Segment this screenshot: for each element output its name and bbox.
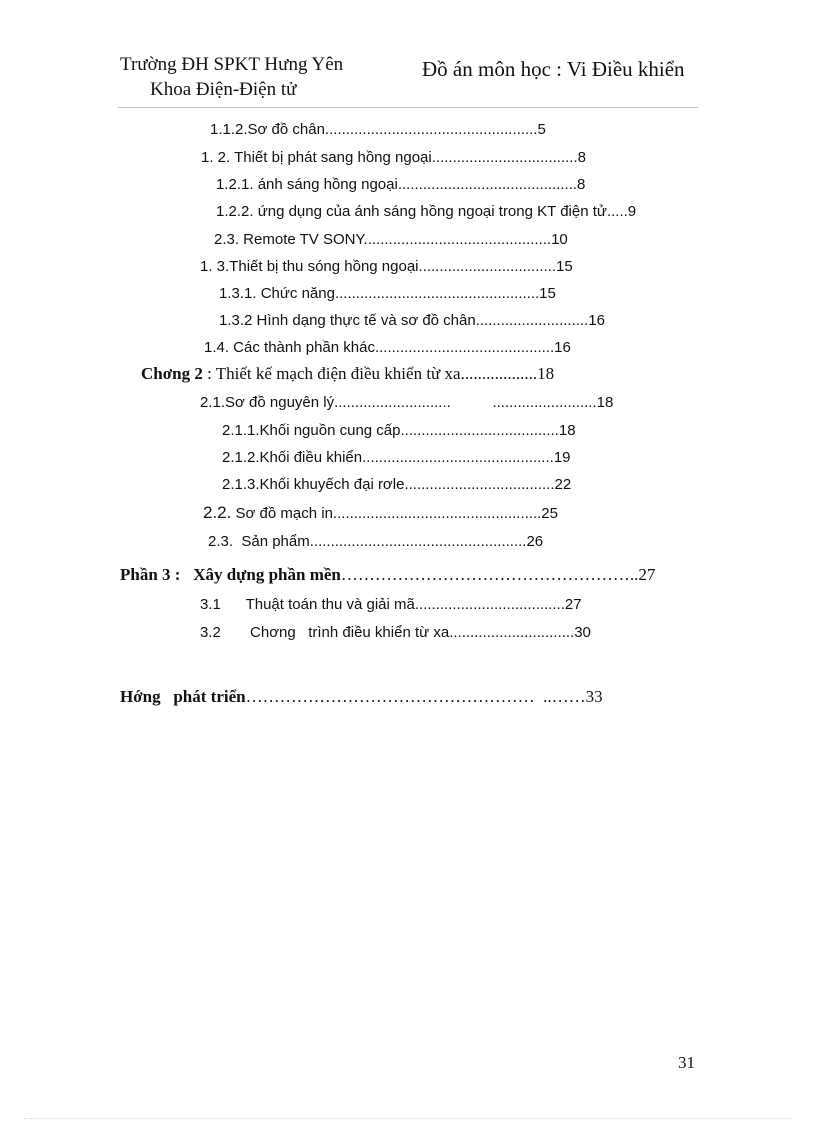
toc-entry: 1.4. Các thành phần khác...........................................16 — [204, 339, 571, 356]
toc-entry: 1.1.2.Sơ đồ chân...................................................5 — [210, 121, 546, 138]
toc-part-entry: Phần 3 : Xây dựng phần mền……………………………………………..27 — [120, 565, 656, 584]
toc-entry: 1.2.2. ứng dụng của ánh sáng hồng ngoại trong KT điện tử.....9 — [216, 203, 637, 220]
toc-entry: 2.3. Remote TV SONY.............................................10 — [214, 231, 568, 248]
toc-chapter-entry: Chơng 2 : Thiết kế mạch điện điều khiển từ xa..................18 — [141, 364, 555, 383]
toc-entry: 1.3.2 Hình dạng thực tế và sơ đồ chân...........................16 — [219, 312, 605, 329]
toc-entry: 2.1.3.Khối khuyếch đại rơle....................................22 — [222, 476, 572, 493]
toc-entry: 3.2 Chơng trình điều khiển từ xa..............................30 — [200, 624, 591, 641]
faculty-name: Khoa Điện-Điện tử — [150, 79, 297, 100]
toc-entry: 2.2. Sơ đồ mạch in..................................................25 — [203, 503, 558, 522]
toc-entry: 1. 2. Thiết bị phát sang hồng ngoại...................................8 — [201, 149, 586, 166]
toc-entry: 2.1.Sơ đồ nguyên lý............................ .........................18 — [200, 394, 614, 411]
school-name: Trường ĐH SPKT Hưng Yên — [120, 54, 344, 75]
toc-entry: 1.3.1. Chức năng.................................................15 — [219, 285, 556, 302]
toc-entry: 2.1.2.Khối điều khiển..............................................19 — [222, 449, 571, 466]
project-title: Đồ án môn học : Vi Điều khiển — [422, 57, 685, 81]
toc-entry: 1.2.1. ánh sáng hồng ngoại...........................................8 — [216, 176, 586, 193]
toc-entry: 2.3. Sản phẩm....................................................26 — [208, 533, 544, 550]
page-number: 31 — [678, 1053, 695, 1072]
toc-entry: 2.1.1.Khối nguồn cung cấp......................................18 — [222, 422, 576, 439]
footer-divider — [24, 1118, 792, 1119]
toc-section-entry: Hớng phát triển…………………………………………… ..……33 — [120, 687, 603, 706]
toc-entry: 1. 3.Thiết bị thu sóng hồng ngoại.................................15 — [200, 258, 573, 275]
toc-entry: 3.1 Thuật toán thu và giải mã....................................27 — [200, 596, 582, 613]
